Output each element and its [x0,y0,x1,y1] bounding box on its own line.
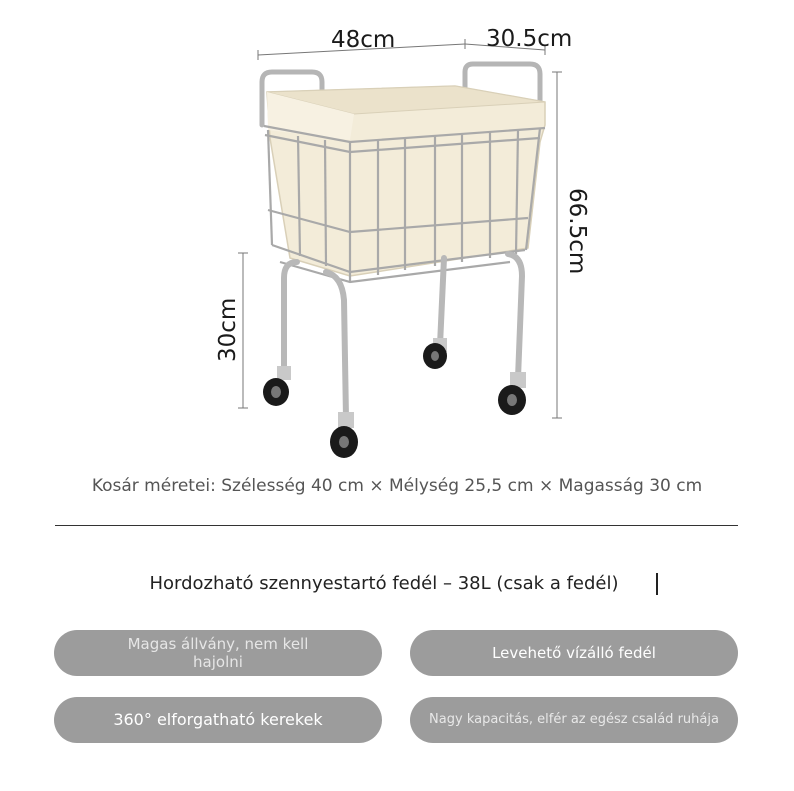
caster-wheels [263,338,526,458]
feature-pill-high-stand [54,630,382,676]
width-dimension-label: 48cm [331,27,396,53]
feature-label: Magas állvány, nem kell hajolni [127,635,309,671]
feature-pill-swivel-wheels [54,697,382,743]
feature-label: Nagy kapacitás, elfér az egész család ruhája [429,712,719,728]
feature-label: 360° elforgatható kerekek [113,710,323,730]
feature-pill-large-capacity [410,697,738,743]
product-title: Hordozható szennyestartó fedél – 38L (csak a fedél) [110,570,658,598]
depth-dimension-label: 30.5cm [486,26,573,52]
title-end-mark [656,573,658,595]
cart-legs [284,254,522,418]
height-dimension-label: 66.5cm [564,188,590,275]
leg-height-dimension-label: 30cm [215,297,241,362]
feature-pill-removable-lid [410,630,738,676]
feature-label: Levehető vízálló fedél [492,644,656,662]
divider-line [55,525,738,526]
basket-dimensions-caption: Kosár méretei: Szélesség 40 cm × Mélység 25,5 cm × Magasság 30 cm [91,476,703,496]
